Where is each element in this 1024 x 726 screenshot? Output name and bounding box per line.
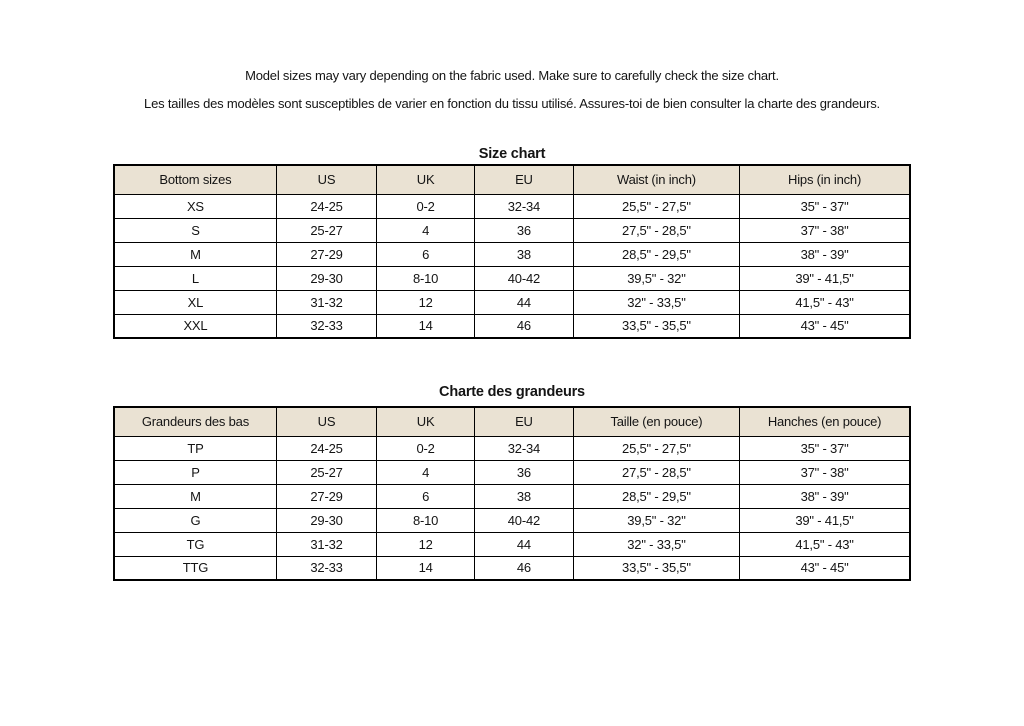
size-value-cell: 36: [475, 218, 574, 242]
size-value-cell: 14: [377, 314, 475, 338]
size-value-cell: 27-29: [276, 484, 376, 508]
table-row: [114, 460, 910, 484]
size-value-cell: 12: [377, 290, 475, 314]
size-value-cell: 8-10: [377, 266, 475, 290]
size-value-cell: 28,5" - 29,5": [573, 242, 739, 266]
size-value-cell: 38: [475, 242, 574, 266]
size-label-cell: M: [114, 484, 276, 508]
size-label-cell: XXL: [114, 314, 276, 338]
size-label-cell: TTG: [114, 556, 276, 580]
size-value-cell: 31-32: [276, 290, 376, 314]
column-header-bottom-sizes: Bottom sizes: [114, 165, 276, 194]
column-header-taille-en-pouce: Taille (en pouce): [573, 407, 739, 436]
size-value-cell: 39,5" - 32": [573, 508, 739, 532]
size-value-cell: 29-30: [276, 266, 376, 290]
size-value-cell: 32-34: [475, 436, 574, 460]
size-value-cell: 27,5" - 28,5": [573, 460, 739, 484]
size-chart-table: [113, 164, 911, 339]
size-value-cell: 41,5" - 43": [740, 290, 910, 314]
size-value-cell: 28,5" - 29,5": [573, 484, 739, 508]
column-header-uk: UK: [377, 407, 475, 436]
size-value-cell: 43" - 45": [740, 314, 910, 338]
size-chart-table-body: [114, 194, 910, 338]
table-header-row: [114, 407, 910, 436]
size-value-cell: 38: [475, 484, 574, 508]
table-row: [114, 266, 910, 290]
size-label-cell: P: [114, 460, 276, 484]
size-label-cell: TP: [114, 436, 276, 460]
size-value-cell: 35" - 37": [740, 194, 910, 218]
intro-text-english: Model sizes may vary depending on the fabric used. Make sure to carefully check the size chart.: [245, 68, 779, 83]
size-value-cell: 38" - 39": [740, 242, 910, 266]
size-value-cell: 32-34: [475, 194, 574, 218]
table-row: [114, 290, 910, 314]
charte-des-grandeurs-title: Charte des grandeurs: [439, 384, 585, 400]
size-value-cell: 41,5" - 43": [740, 532, 910, 556]
size-label-cell: XL: [114, 290, 276, 314]
column-header-hips-in-inch: Hips (in inch): [740, 165, 910, 194]
size-value-cell: 33,5" - 35,5": [573, 556, 739, 580]
size-label-cell: M: [114, 242, 276, 266]
size-value-cell: 4: [377, 218, 475, 242]
size-value-cell: 14: [377, 556, 475, 580]
size-value-cell: 25-27: [276, 460, 376, 484]
size-label-cell: G: [114, 508, 276, 532]
size-value-cell: 38" - 39": [740, 484, 910, 508]
size-value-cell: 4: [377, 460, 475, 484]
size-value-cell: 12: [377, 532, 475, 556]
size-label-cell: L: [114, 266, 276, 290]
size-value-cell: 43" - 45": [740, 556, 910, 580]
size-value-cell: 39,5" - 32": [573, 266, 739, 290]
size-value-cell: 6: [377, 484, 475, 508]
size-value-cell: 8-10: [377, 508, 475, 532]
size-value-cell: 33,5" - 35,5": [573, 314, 739, 338]
size-value-cell: 40-42: [475, 266, 574, 290]
size-value-cell: 25,5" - 27,5": [573, 436, 739, 460]
size-value-cell: 37" - 38": [740, 460, 910, 484]
table-header-row: [114, 165, 910, 194]
column-header-uk: UK: [377, 165, 475, 194]
size-value-cell: 37" - 38": [740, 218, 910, 242]
size-value-cell: 44: [475, 290, 574, 314]
table-row: [114, 484, 910, 508]
size-value-cell: 29-30: [276, 508, 376, 532]
size-value-cell: 36: [475, 460, 574, 484]
size-value-cell: 32-33: [276, 314, 376, 338]
size-value-cell: 40-42: [475, 508, 574, 532]
size-value-cell: 24-25: [276, 194, 376, 218]
size-value-cell: 46: [475, 314, 574, 338]
column-header-eu: EU: [475, 407, 574, 436]
size-value-cell: 25,5" - 27,5": [573, 194, 739, 218]
size-value-cell: 24-25: [276, 436, 376, 460]
table-row: [114, 436, 910, 460]
column-header-grandeurs-des-bas: Grandeurs des bas: [114, 407, 276, 436]
size-value-cell: 32-33: [276, 556, 376, 580]
table-row: [114, 194, 910, 218]
size-value-cell: 39" - 41,5": [740, 508, 910, 532]
size-value-cell: 27,5" - 28,5": [573, 218, 739, 242]
size-value-cell: 39" - 41,5": [740, 266, 910, 290]
size-value-cell: 46: [475, 556, 574, 580]
table-row: [114, 218, 910, 242]
table-row: [114, 556, 910, 580]
size-label-cell: XS: [114, 194, 276, 218]
size-value-cell: 32" - 33,5": [573, 290, 739, 314]
column-header-us: US: [276, 407, 376, 436]
size-value-cell: 0-2: [377, 436, 475, 460]
size-value-cell: 31-32: [276, 532, 376, 556]
size-value-cell: 27-29: [276, 242, 376, 266]
size-chart-table-header: [114, 165, 910, 194]
table-row: [114, 508, 910, 532]
column-header-us: US: [276, 165, 376, 194]
size-value-cell: 25-27: [276, 218, 376, 242]
size-chart-title: Size chart: [478, 146, 546, 162]
charte-des-grandeurs-table-header: [114, 407, 910, 436]
charte-des-grandeurs-table-body: [114, 436, 910, 580]
size-label-cell: TG: [114, 532, 276, 556]
table-row: [114, 242, 910, 266]
size-value-cell: 35" - 37": [740, 436, 910, 460]
column-header-eu: EU: [475, 165, 574, 194]
size-label-cell: S: [114, 218, 276, 242]
intro-text-french: Les tailles des modèles sont susceptibles de varier en fonction du tissu utilisé. Assures-toi de bien consulter la charte des grandeurs.: [144, 96, 880, 111]
size-value-cell: 44: [475, 532, 574, 556]
table-row: [114, 532, 910, 556]
size-value-cell: 6: [377, 242, 475, 266]
size-value-cell: 32" - 33,5": [573, 532, 739, 556]
charte-des-grandeurs-table: [113, 406, 911, 581]
column-header-hanches-en-pouce: Hanches (en pouce): [740, 407, 910, 436]
column-header-waist-in-inch: Waist (in inch): [573, 165, 739, 194]
size-value-cell: 0-2: [377, 194, 475, 218]
table-row: [114, 314, 910, 338]
